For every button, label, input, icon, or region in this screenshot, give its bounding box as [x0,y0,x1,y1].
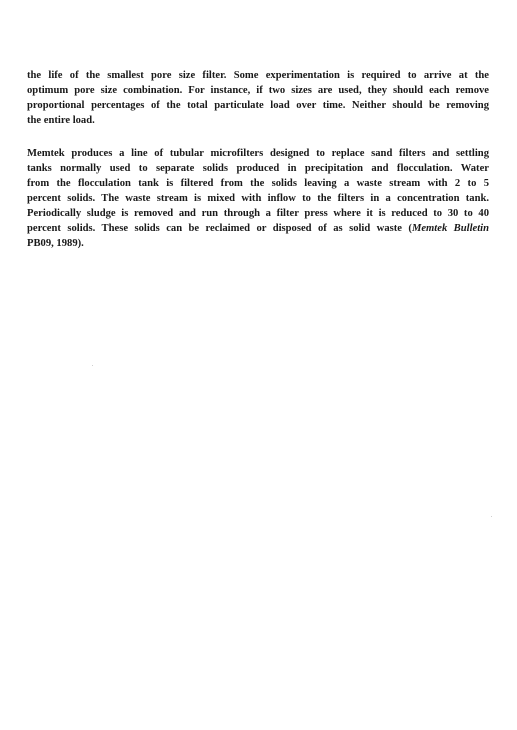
paragraph-1-line: the entire load. [27,115,95,126]
paragraph-1 [27,68,489,128]
paragraph-2-line-with-citation [27,221,489,236]
paragraph-2-text: percent solids. These solids can be reclaimed or disposed of as solid waste ( [27,223,412,234]
paragraph-2 [27,146,489,251]
scan-speck [92,365,93,366]
paragraph-2-line: percent solids. The waste stream is mixed with inflow to the filters in a concentration tank. [27,193,489,204]
paragraph-2-line: tanks normally used to separate solids produced in precipitation and flocculation. Water [27,163,489,174]
paragraph-2-line: PB09, 1989). [27,238,84,249]
paragraph-1-line: optimum pore size combination. For instance, if two sizes are used, they should each remove [27,85,489,96]
paragraph-2-line: Periodically sludge is removed and run through a filter press where it is reduced to 30 to 40 [27,208,489,219]
paragraph-1-line: proportional percentages of the total particulate load over time. Neither should be removing [27,100,489,111]
paragraph-2-line: from the flocculation tank is filtered from the solids leaving a waste stream with 2 to 5 [27,178,489,189]
citation-title: Memtek Bulletin [411,223,489,234]
scan-speck [491,516,492,517]
paragraph-2-line: Memtek produces a line of tubular microfilters designed to replace sand filters and settling [27,148,489,159]
paragraph-1-line: the life of the smallest pore size filter. Some experimentation is required to arrive at the [27,70,489,81]
